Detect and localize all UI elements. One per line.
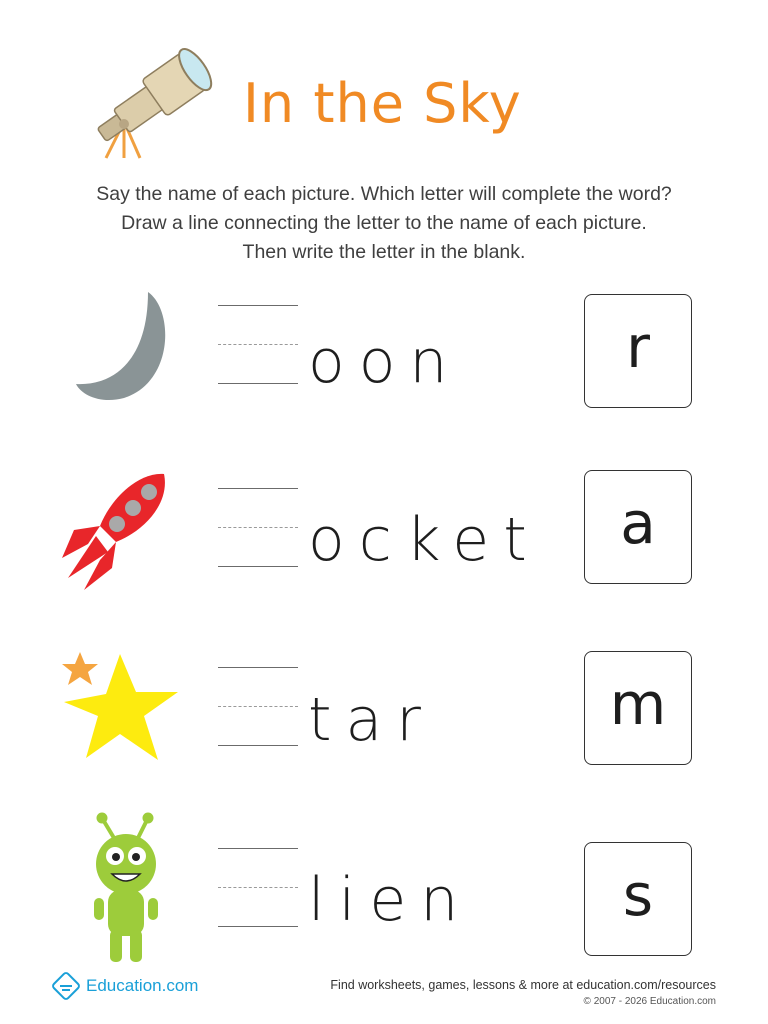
instruction-line: Say the name of each picture. Which letter will complete the word? <box>96 183 672 205</box>
footer-tagline[interactable]: Find worksheets, games, lessons & more at education.com/resources <box>330 978 716 992</box>
instruction-line: Then write the letter in the blank. <box>242 241 526 263</box>
rocket-icon <box>60 470 172 594</box>
word-fragment: oon <box>308 327 462 397</box>
writing-lines[interactable] <box>218 488 298 568</box>
pencil-logo-icon <box>50 970 82 1002</box>
page-title: In the Sky <box>243 72 522 135</box>
word-fragment: lien <box>308 865 473 935</box>
letter-box[interactable]: m <box>584 651 692 765</box>
alien-icon <box>88 812 164 966</box>
letter-box[interactable]: a <box>584 470 692 584</box>
brand-logo[interactable] <box>50 970 198 1002</box>
moon-icon <box>74 290 170 402</box>
writing-lines[interactable] <box>218 667 298 747</box>
letter-box[interactable]: r <box>584 294 692 408</box>
footer-copyright: © 2007 - 2026 Education.com <box>583 996 716 1007</box>
writing-lines[interactable] <box>218 305 298 385</box>
star-icon <box>60 650 184 776</box>
brand-name: Education.com <box>86 976 199 995</box>
writing-lines[interactable] <box>218 848 298 928</box>
letter-box[interactable]: s <box>584 842 692 956</box>
word-fragment: ocket <box>308 505 541 575</box>
word-fragment: tar <box>308 685 435 755</box>
telescope-icon <box>86 34 222 162</box>
instruction-line: Draw a line connecting the letter to the name of each picture. <box>121 212 647 234</box>
